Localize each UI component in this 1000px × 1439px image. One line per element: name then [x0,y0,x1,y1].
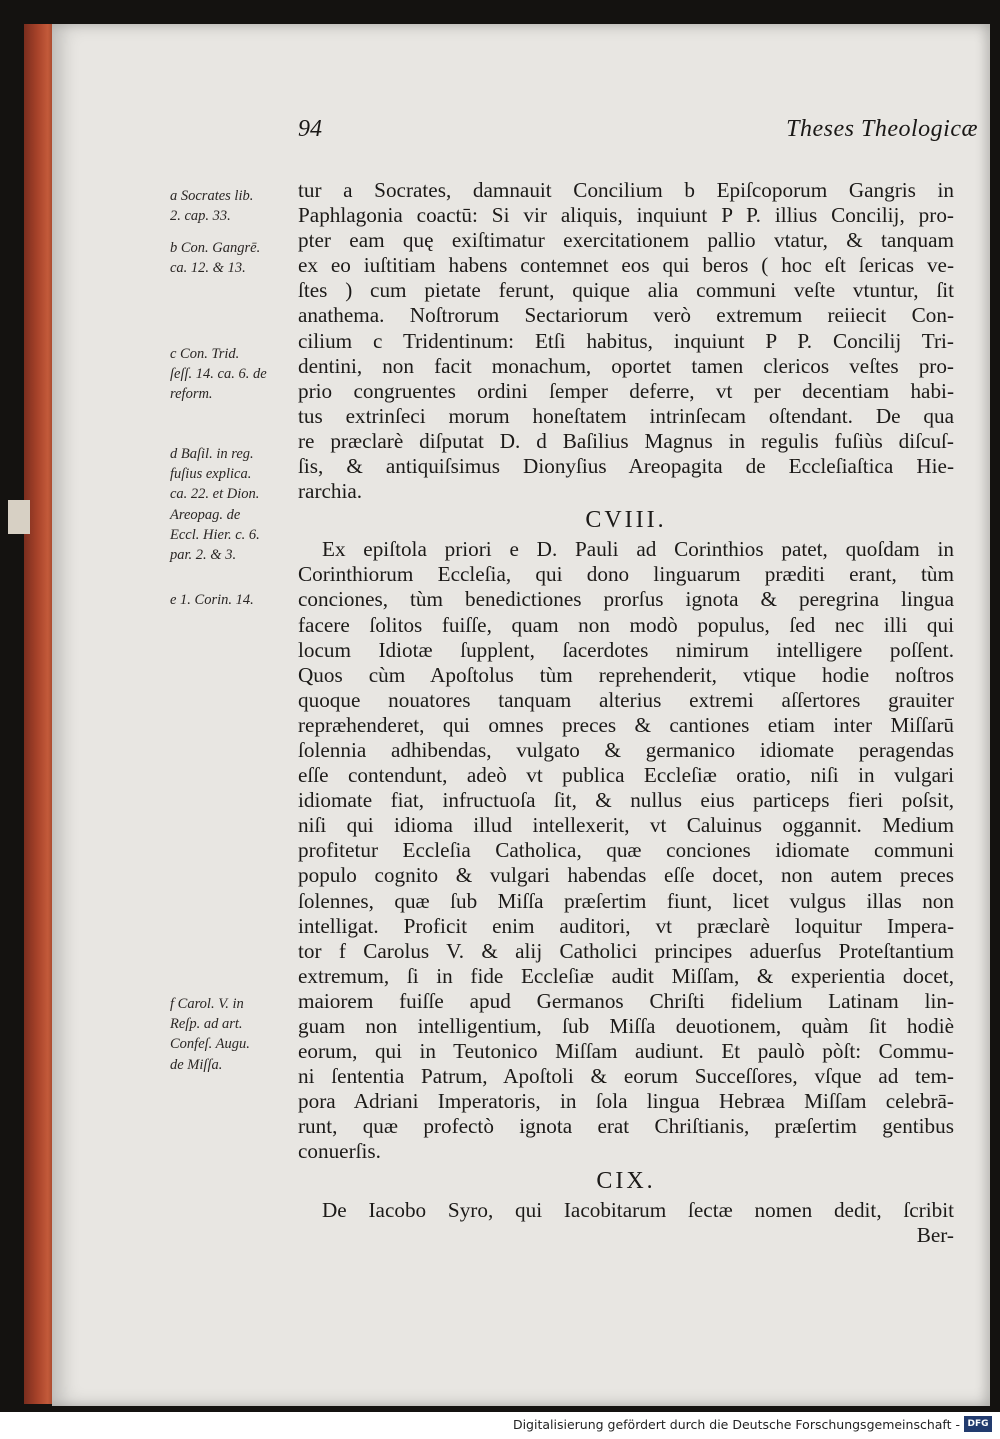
margin-note-c [170,344,294,405]
text-line: Quos cùm Apoſtolus tùm reprehenderit, vtique hodie noſtros [298,662,954,687]
body-text [298,178,954,1248]
text-line: profitetur Eccleſia Catholica, quæ conciones idiomate communi [298,838,954,863]
margin-note-line: Areopag. de [170,506,241,523]
text-line: conuerſis. [298,1139,381,1164]
margin-note-f [170,994,294,1075]
text-line: pora Adriani Imperatoris, in ſola lingua Hebræa Miſſam celebrā- [298,1089,954,1114]
margin-note-d [170,444,294,565]
text-line: tur a Socrates, damnauit Concilium b Epiſcoporum Gangris in [298,178,954,202]
text-line: populo cognito & vulgari habendas eſſe docet, non autem preces [298,863,954,888]
text-line: re præclarè diſputat D. d Baſilius Magnus in regulis fuſiùs diſcuſ- [298,428,954,453]
text-line: runt, quæ profectò ignota erat Chriſtianis, præſertim gentibus [298,1114,954,1139]
text-line: idiomate fiat, infructuoſa ſit, & nullus eius particeps fieri poſsit, [298,788,954,813]
text-line: ex eo iuſtitiam habens contemnet eos qui beros ( hoc eſt ſericas ve- [298,253,954,278]
text-line: Corinthiorum Eccleſia, qui dono linguarum præditi erant, tùm [298,562,954,587]
text-line: facere ſolitos fuiſſe, quam non modò populus, ſed nec illi qui [298,612,954,637]
text-line: rarchia. [298,479,363,504]
dfg-logo: DFG [964,1416,992,1432]
text-line: ſis, & antiquiſsimus Dionyſius Areopagita de Eccleſiaſtica Hie- [298,454,954,479]
text-line: ſolennes, quæ ſub Miſſa præſertim fiunt, licet vulgus illas non [298,888,954,913]
text-line: pter eam quę exiſtimatur exercitationem pallio vtatur, & tanquam [298,228,954,253]
margin-note-line: Reſp. ad art. [170,1016,243,1033]
margin-note-line: Confeſ. Augu. [170,1036,250,1053]
text-line: quoque nouatores tanquam alterius extremi aſſertores grauiter [298,687,954,712]
margin-note-a [170,186,294,226]
margin-note-line: fuſius explica. [170,466,252,483]
text-line: locum Idiotæ ſupplent, ſacerdotes nimirum intelligere poſſent. [298,637,954,662]
margin-note-line: de Miſſa. [170,1056,223,1073]
section-heading: CVIII. [585,507,667,534]
margin-note-line: c Con. Trid. [170,346,240,362]
text-line: eſſe contendunt, adeò vt publica Eccleſiæ oratio, niſi in vulgari [298,763,954,788]
text-line: De Iacobo Syro, qui Iacobitarum ſectæ nomen dedit, ſcribit [322,1197,954,1222]
text-line: intelligat. Proficit enim auditori, vt præclarè loquitur Impera- [298,913,954,938]
section-heading: CIX. [596,1167,656,1194]
text-line: cilium c Tridentinum: Etſi habitus, inquiunt P P. Concilij Tri- [298,328,954,353]
book-page [52,24,990,1406]
text-line: guam non intelligentium, ſub Miſſa deuotionem, quàm ſit hodiè [298,1014,954,1038]
running-title: Theses Theologicæ [786,116,978,142]
text-line: extremum, ſi in fide Eccleſiæ audit Miſſam, & experientia docet, [298,963,954,988]
text-line: niſi qui idioma illud intellexerit, vt Caluinus oggannit. Medium [298,813,954,838]
margin-note-line: a Socrates lib. [170,188,254,204]
margin-note-b [170,238,294,278]
text-line: ſtes ) cum pietate ferunt, quique alia communi veſte vtuntur, ſit [298,278,954,303]
text-line: tus extrinſeci morum honeſtatem intrinſecam oſtendant. De qua [298,403,954,428]
margin-note-e [170,590,294,610]
footer-credit: Digitalisierung gefördert durch die Deutsche Forschungsgemeinschaft - [512,1417,960,1432]
text-line: ſolennia adhibendas, vulgato & germanico idiomate peragendas [298,737,954,762]
text-line: ni ſententia Patrum, Apoſtoli & eorum Succeſſores, vſque ad tem- [298,1064,954,1089]
text-line: repræhenderet, qui omnes preces & cantiones etiam inter Miſſarū [298,712,954,737]
margin-note-line: reform. [170,386,213,403]
margin-note-line: 2. cap. 33. [170,208,231,225]
catchword: Ber- [916,1222,954,1247]
footer [0,1412,1000,1439]
margin-note-line: ſeſſ. 14. ca. 6. de [170,366,267,383]
text-line: conciones, tùm benedictiones prorſus ignota & peregrina lingua [298,587,954,612]
margin-note-line: par. 2. & 3. [170,547,237,564]
margin-note-line: d Baſil. in reg. [170,446,254,462]
text-line: prio congruentes ordini ſemper deferre, vt per decentiam habi- [298,378,954,403]
margin-note-line: e 1. Corin. 14. [170,592,254,608]
page-tab [8,500,30,534]
margin-note-line: Eccl. Hier. c. 6. [170,526,260,543]
margin-note-line: ca. 12. & 13. [170,260,246,277]
margin-note-line: b Con. Gangrē. [170,240,261,256]
running-head [288,116,978,152]
margin-note-line: ca. 22. et Dion. [170,486,260,503]
text-line: maiorem fuiſſe apud Germanos Chriſti fidelium Latinam lin- [298,988,954,1013]
text-line: dentini, non facit monachum, oportet tamen clericos veſtes pro- [298,353,954,378]
text-line: Ex epiſtola priori e D. Pauli ad Corinthios patet, quoſdam in [322,537,954,562]
page-number: 94 [298,116,322,142]
text-line: anathema. Noſtrorum Sectariorum verò extremum reiiecit Con- [298,303,954,328]
text-line: Paphlagonia coactū: Si vir aliquis, inquiunt P P. illius Concilij, pro- [298,203,954,228]
text-line: tor f Carolus V. & alij Catholici principes aduerſus Proteſtantium [298,938,954,963]
margin-note-line: f Carol. V. in [170,996,244,1012]
text-line: eorum, qui in Teutonico Miſſam audiunt. Et paulò pòſt: Commu- [298,1039,954,1064]
